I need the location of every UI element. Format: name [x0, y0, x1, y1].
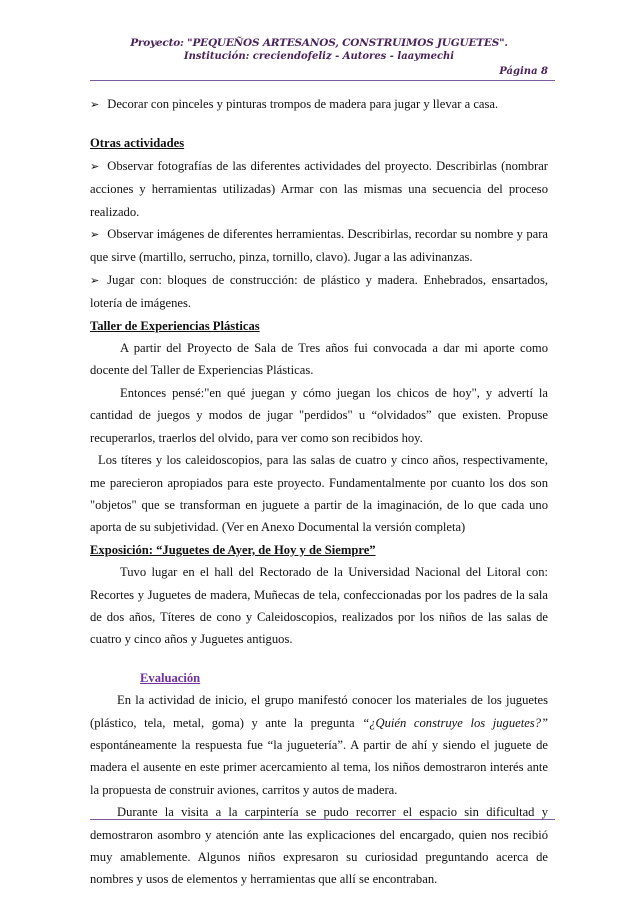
heading-otras-actividades: Otras actividades [90, 136, 185, 151]
heading-taller: Taller de Experiencias Plásticas [90, 318, 260, 333]
paragraph-entonces-pense: Entonces pensé:"en qué juegan y cómo juegan los chicos de hoy", y advertí la cantidad de juegos y modos de jugar "perdidos" u “olvidados” que existen. Propuse recuperarlos, traerlos del olvido, para ver como son recibidos hoy. [90, 385, 548, 445]
header-institution: Institución: creciendofeliz - Autores - laaymechi [183, 51, 455, 62]
bullet-observar-imagenes: ➢ Observar imágenes de diferentes herramientas. Describirlas, recordar su nombre y para que sirve (martillo, serrucho, pinza, tornillo, clavo). Jugar a las adivinanzas. [90, 223, 548, 269]
footer-rule [90, 819, 555, 820]
header-rule [90, 80, 555, 81]
paragraph-evaluacion [90, 689, 548, 801]
spacer [90, 651, 548, 667]
bullet-decorar: ➢ Decorar con pinceles y pinturas trompos de madera para jugar y llevar a casa. [90, 93, 548, 116]
paragraph-taller-intro: A partir del Proyecto de Sala de Tres años fui convocada a dar mi aporte como docente del Taller de Experiencias Plásticas. [90, 341, 548, 378]
evaluacion-question: “¿Quién construye los juguetes?” [362, 715, 548, 730]
bullet-jugar-con: ➢ Jugar con: bloques de construcción: de plástico y madera. Enhebrados, ensartados, lotería de imágenes. [90, 269, 548, 315]
evaluacion-text-a: En la actividad de inicio, el grupo manifestó conocer los materiales de los juguetes (plástico, tela, metal, goma) y ante la pregunta [90, 693, 548, 730]
paragraph-titeres: Los títeres y los caleidoscopios, para las salas de cuatro y cinco años, respectivamente, me parecieron apropiados para este proyecto. Fundamentalmente por cuanto los dos son "objetos" que se transforman en juguete a partir de la imaginación, de lo que cada uno aporta de su subjetividad. (Ver en Anexo Documental la versión completa) [90, 453, 548, 535]
paragraph-exposicion: Tuvo lugar en el hall del Rectorado de la Universidad Nacional del Litoral con: Recortes y Juguetes de madera, Muñecas de tela, confeccionadas por los padres de la sala de dos años, Títeres de cono y Caleidoscopios, realizados por los niños de las salas de cuatro y cinco años y Juguetes antiguos. [90, 565, 548, 647]
spacer [90, 116, 548, 132]
evaluacion-text-b: espontáneamente la respuesta fue “la juguetería”. A partir de ahí y siendo el juguete de madera el ausente en este primer acercamiento al tema, los niños demostraron interés ante la propuesta de construir aviones, carritos y autos de madera. [90, 737, 548, 797]
paragraph-carpinteria: Durante la visita a la carpintería se pudo recorrer el espacio sin dificultad y demostraron asombro y atención ante las explicaciones del encargado, quien nos recibió muy amablemente. Algunos niños expresaron su curiosidad preguntando acerca de nombres y usos de elementos y herramientas que allí se encontraban. [90, 805, 548, 887]
bullet-observar-fotografias: ➢ Observar fotografías de las diferentes actividades del proyecto. Describirlas (nombrar acciones y herramientas utilizadas) Armar con las mismas una secuencia del proceso realizado. [90, 155, 548, 223]
page-number: Página 8 [499, 66, 548, 77]
heading-exposicion: Exposición: “Juguetes de Ayer, de Hoy y de Siempre” [90, 542, 376, 557]
document-body [90, 93, 548, 891]
heading-evaluacion: Evaluación [140, 670, 201, 685]
header-project-title: Proyecto: "PEQUEÑOS ARTESANOS, CONSTRUIMOS JUGUETES". [130, 37, 508, 49]
